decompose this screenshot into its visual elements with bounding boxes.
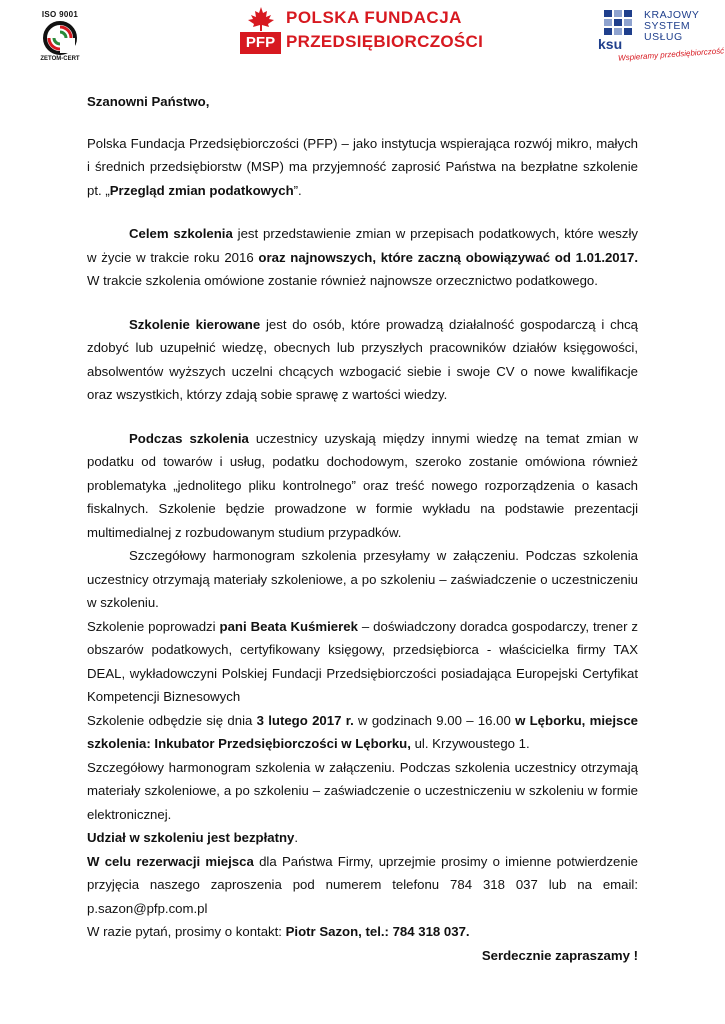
letter-body [87,90,638,967]
ksu-logo [598,8,725,66]
greeting: Szanowni Państwo, [87,94,210,109]
closing: Serdecznie zapraszamy ! [481,947,638,963]
goal-paragraph: Celem szkolenia jest przedstawienie zmian w przepisach podatkowych, które weszły w życie w trakcie roku 2016 oraz najnowszych, które zaczną obowiązywać od 1.01.2017. W trakcie szkolenia omówione zostanie również najnowsze orzecznictwo podatkowego. [87,226,638,288]
pfp-badge: PFP [240,32,281,54]
free-paragraph: Udział w szkoleniu jest bezpłatny. [87,830,299,845]
ksu-abbr: ksu [598,36,623,52]
intro-paragraph: Polska Fundacja Przedsiębiorczości (PFP) – jako instytucja wspierająca rozwój mikro, małych i średnich przedsiębiorstw (MSP) ma przyjemność zaprosić Państwa na bezpłatne szkolenie pt. „Przegląd zmian podatkowych”. [87,135,638,198]
ksu-grid-icon [604,10,634,36]
zetom-cert-label: ZETOM-CERT [40,56,80,62]
topics-paragraph: Podczas szkolenia uczestnicy uzyskają między innymi wiedzę na temat zmian w podatku od towarów i usług, podatku dochodowym, szeroko zostanie omówiona również problematyka „jednolitego pliku kontrolnego” oraz treść nowego rozporządzenia o kasach fiskalnych. Szkolenie będzie prowadzone w formie wykładu na podstawie prezentacji multimedialnej z rozbudowanym studium przypadków. [87,430,638,540]
audience-paragraph: Szkolenie kierowane jest do osób, które prowadzą działalność gospodarczą i chcą zdobyć lub uzupełnić wiedzę, obecnych lub przyszłych pracowników działów księgowości, absolwentów wyższych uczelni chcących wzbogacić siebie i swoje CV o nowe kwalifikacje oraz wszystkich, którzy zdają sobie sprawę z wartości wiedzy. [87,316,638,402]
materials-paragraph: Szczegółowy harmonogram szkolenia w załączeniu. Podczas szkolenia uczestnicy otrzymają materiały szkoleniowe, a po szkoleniu – zaświadczenie o uczestniczeniu w szkoleniu w formie elektronicznej. [87,759,638,822]
pfp-logo [240,6,484,56]
date-paragraph: Szkolenie odbędzie się dnia 3 lutego 2017 r. w godzinach 9.00 – 16.00 w Lęborku, miejsce szkolenia: Inkubator Przedsiębiorczości w Lęborku, ul. Krzywoustego 1. [87,712,638,751]
iso-logo [36,10,84,62]
trainer-paragraph: Szkolenie poprowadzi pani Beata Kuśmierek – doświadczony doradca gospodarczy, trener z obszarów podatkowych, certyfikowany księgowy, przedsiębiorca - właścicielka firmy TAX DEAL, wykładowczyni Polskiej Fundacji Przedsiębiorczości posiadająca Europejski Certyfikat Kompetencji Biznesowych [87,618,639,704]
letterhead [0,0,725,80]
iso-label: ISO 9001 [41,10,79,19]
reservation-paragraph: W celu rezerwacji miejsca dla Państwa Firmy, uprzejmie prosimy o imienne potwierdzenie przyjęcia naszego zaproszenia pod numerem telefonu 784 318 037 lub na email: p.sazon@pfp.com.pl [87,853,638,916]
ksu-name: KRAJOWY SYSTEM USŁUG [644,9,700,43]
zetom-cert-icon [43,21,77,55]
pfp-name-line1: POLSKA FUNDACJA [286,8,462,27]
pfp-name-line2: PRZEDSIĘBIORCZOŚCI [286,32,484,51]
contact-paragraph: W razie pytań, prosimy o kontakt: Piotr Sazon, tel.: 784 318 037. [87,924,470,939]
ksu-tagline: Wspieramy przedsiębiorczość [617,46,725,63]
maple-leaf-icon [246,6,276,32]
schedule-paragraph: Szczegółowy harmonogram szkolenia przesyłamy w załączeniu. Podczas szkolenia uczestnicy otrzymają materiały szkoleniowe, a po szkoleniu – zaświadczenie o uczestniczeniu w szkoleniu. [87,548,638,610]
